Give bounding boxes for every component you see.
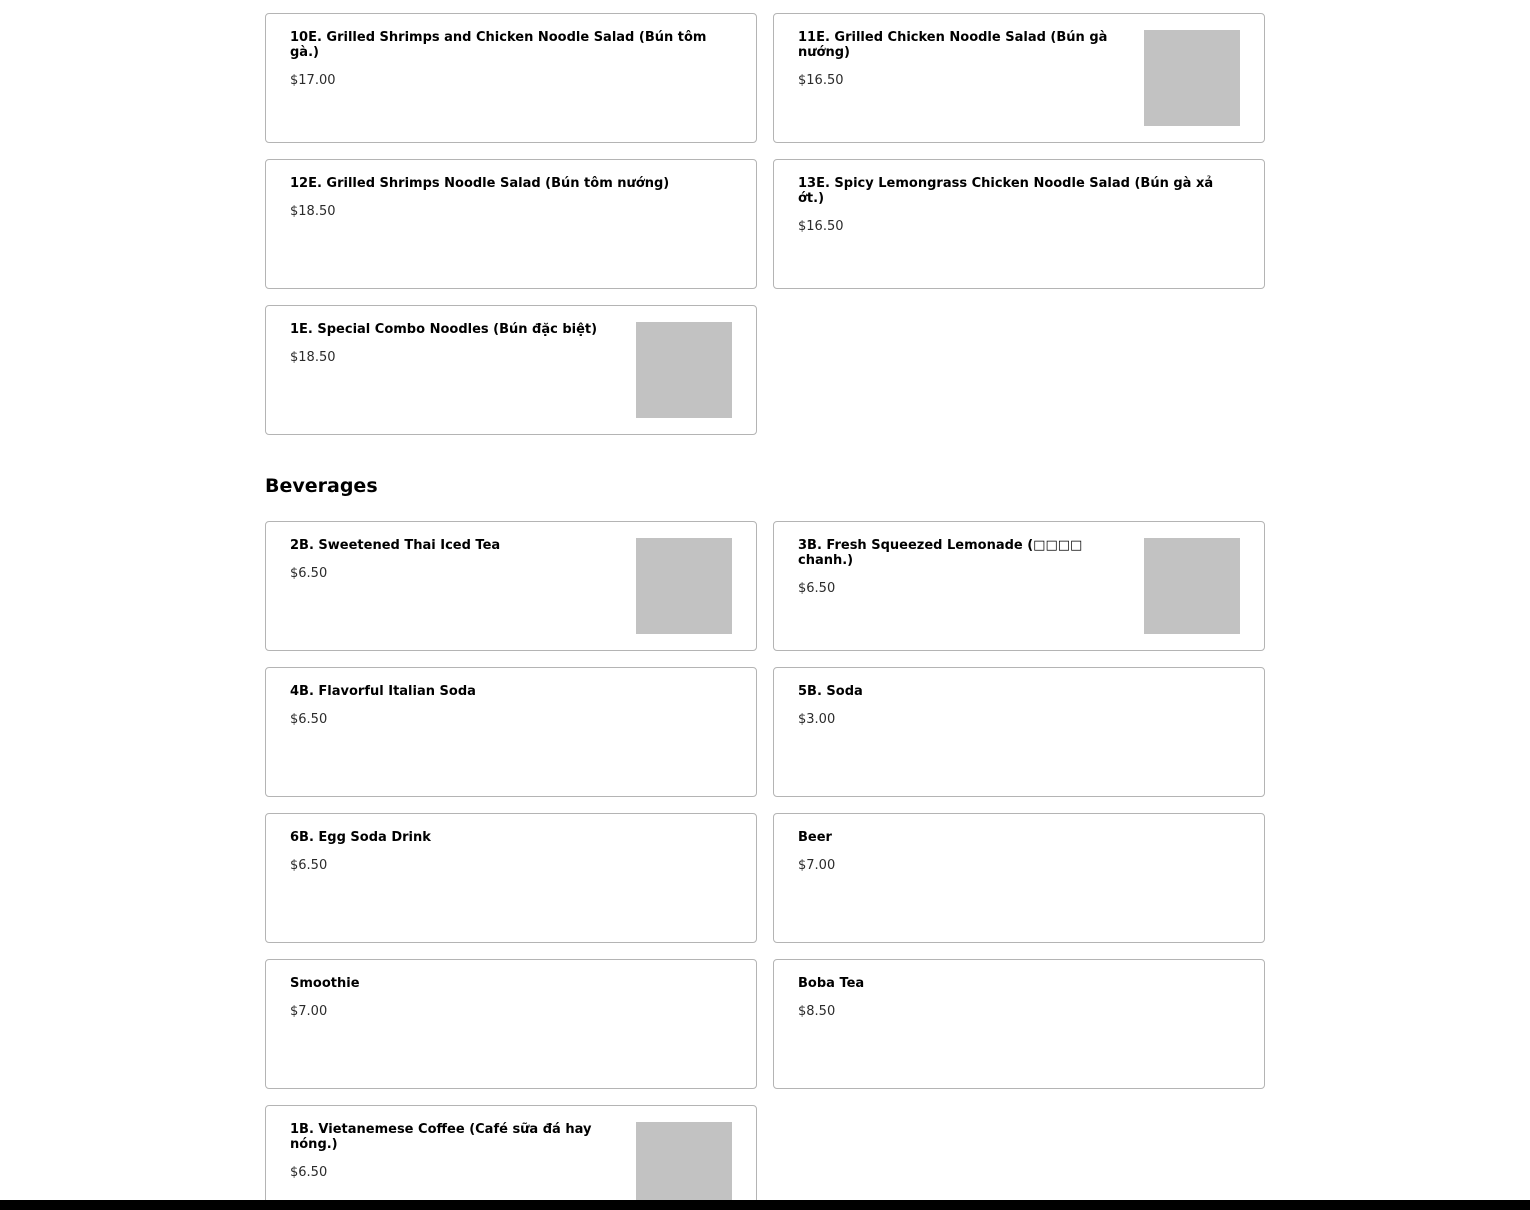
beverages-grid: [265, 521, 1265, 1210]
menu-item-card[interactable]: [773, 521, 1265, 651]
menu-item-card[interactable]: [773, 13, 1265, 143]
menu-item-price: $18.50: [290, 204, 336, 219]
menu-item-text: [290, 830, 732, 873]
menu-item-name: 13E. Spicy Lemongrass Chicken Noodle Salad (Bún gà xả ớt.): [798, 176, 1214, 206]
menu-item-name: 2B. Sweetened Thai Iced Tea: [290, 538, 501, 553]
menu-item-image: [636, 1122, 732, 1210]
menu-item-card[interactable]: [265, 305, 757, 435]
menu-item-text: [290, 30, 732, 88]
menu-item-name: 1B. Vietanemese Coffee (Café sữa đá hay nóng.): [290, 1122, 592, 1152]
section-title-beverages: Beverages: [265, 475, 378, 497]
menu-item-text: [290, 684, 732, 727]
menu-item-text: [798, 538, 1128, 596]
menu-item-image: [1144, 538, 1240, 634]
menu-item-price: $8.50: [798, 1004, 836, 1019]
menu-item-card[interactable]: [773, 813, 1265, 943]
menu-item-card[interactable]: [265, 159, 757, 289]
bottom-bar: [0, 1200, 1530, 1210]
menu-item-name: 12E. Grilled Shrimps Noodle Salad (Bún tôm nướng): [290, 176, 670, 191]
menu-item-card[interactable]: [265, 959, 757, 1089]
menu-item-card[interactable]: [773, 959, 1265, 1089]
menu-item-card[interactable]: [265, 521, 757, 651]
menu-item-name: 4B. Flavorful Italian Soda: [290, 684, 476, 699]
menu-item-name: 10E. Grilled Shrimps and Chicken Noodle Salad (Bún tôm gà.): [290, 30, 707, 60]
menu-item-image: [1144, 30, 1240, 126]
menu-item-name: 11E. Grilled Chicken Noodle Salad (Bún gà nướng): [798, 30, 1108, 60]
noodles-grid: [265, 13, 1265, 435]
menu-item-text: [290, 976, 732, 1019]
menu-item-name: 3B. Fresh Squeezed Lemonade (□□□□ chanh.): [798, 538, 1083, 568]
menu-item-price: $18.50: [290, 350, 336, 365]
menu-item-name: 6B. Egg Soda Drink: [290, 830, 431, 845]
menu-item-price: $6.50: [290, 858, 328, 873]
menu-item-image: [636, 322, 732, 418]
menu-item-name: 1E. Special Combo Noodles (Bún đặc biệt): [290, 322, 598, 337]
menu-item-card[interactable]: [773, 159, 1265, 289]
menu-item-text: [290, 322, 620, 365]
menu-item-price: $6.50: [290, 566, 328, 581]
menu-item-text: [798, 830, 1240, 873]
menu-item-card[interactable]: [265, 1105, 757, 1210]
menu-item-text: [290, 1122, 620, 1180]
menu-item-text: [798, 976, 1240, 1019]
menu-item-price: $7.00: [798, 858, 836, 873]
menu-item-price: $16.50: [798, 73, 844, 88]
menu-item-price: $3.00: [798, 712, 836, 727]
menu-item-name: 5B. Soda: [798, 684, 863, 699]
menu-item-text: [290, 176, 732, 219]
menu-item-price: $6.50: [290, 1165, 328, 1180]
menu-container: [265, 13, 1265, 1210]
menu-item-price: $6.50: [290, 712, 328, 727]
menu-item-text: [798, 30, 1128, 88]
menu-item-image: [636, 538, 732, 634]
menu-item-name: Smoothie: [290, 976, 360, 991]
menu-item-price: $6.50: [798, 581, 836, 596]
menu-item-card[interactable]: [265, 667, 757, 797]
menu-item-card[interactable]: [265, 13, 757, 143]
menu-item-text: [798, 176, 1240, 234]
menu-item-price: $7.00: [290, 1004, 328, 1019]
menu-item-text: [290, 538, 620, 581]
menu-item-text: [798, 684, 1240, 727]
menu-item-price: $17.00: [290, 73, 336, 88]
menu-item-card[interactable]: [265, 813, 757, 943]
menu-item-name: Boba Tea: [798, 976, 865, 991]
menu-item-card[interactable]: [773, 667, 1265, 797]
menu-item-price: $16.50: [798, 219, 844, 234]
menu-item-name: Beer: [798, 830, 832, 845]
